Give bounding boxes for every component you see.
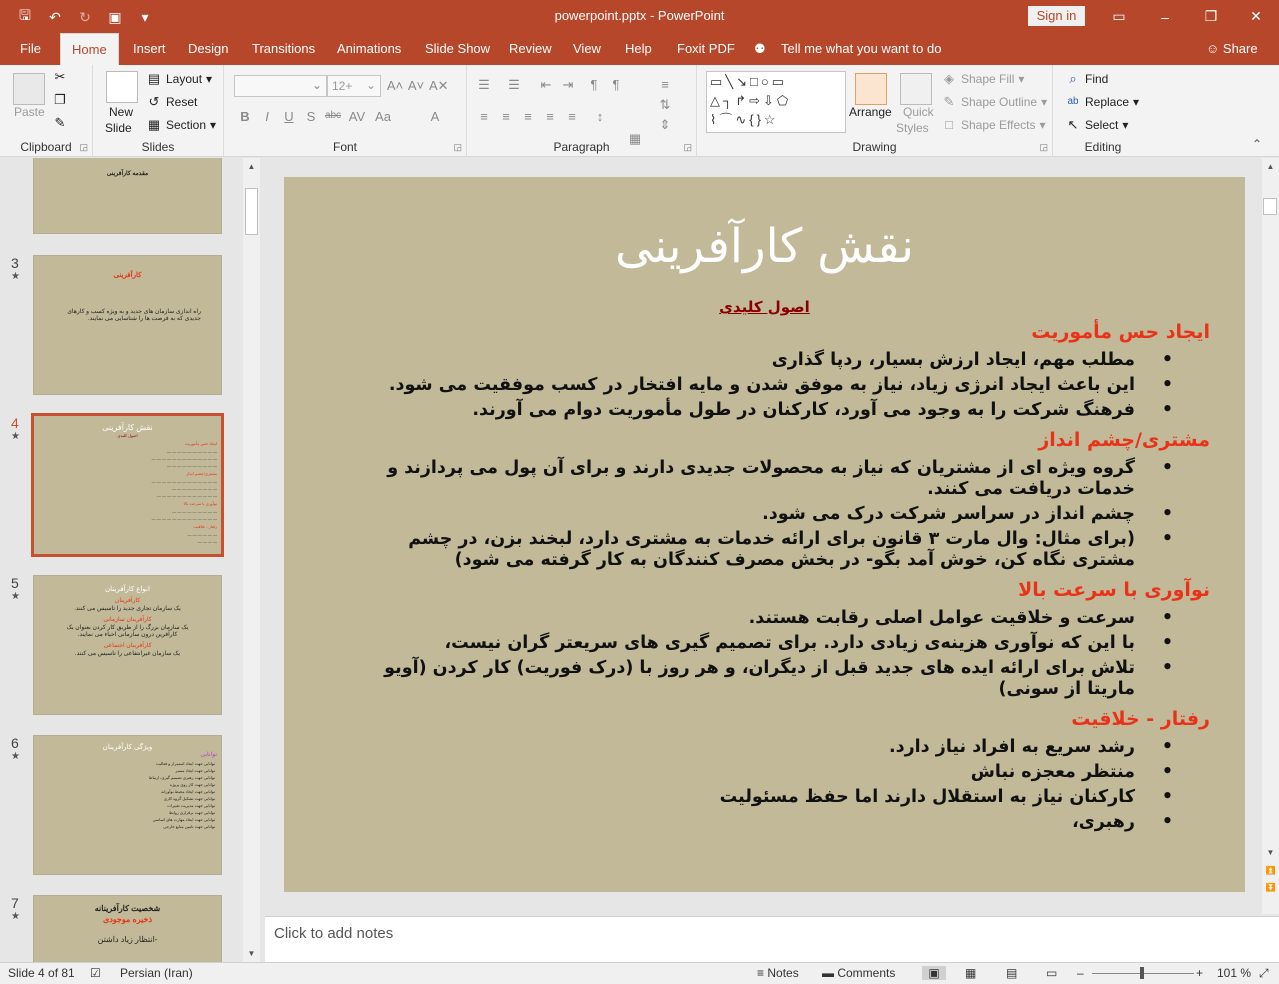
cut-icon[interactable]: ✂ xyxy=(54,69,66,84)
thumb-text: نقش کارآفرینی xyxy=(102,423,153,432)
underline-icon[interactable]: U xyxy=(284,109,294,124)
line-spacing-icon[interactable]: ↕ xyxy=(596,109,604,124)
pen-icon: ✎ xyxy=(943,94,955,109)
reading-view-icon[interactable]: ▤ xyxy=(1006,966,1018,980)
slide-body[interactable] xyxy=(373,317,1210,837)
drawing-group xyxy=(697,65,1053,157)
thumb-text: اصول کلیدی xyxy=(117,433,138,438)
person-icon: ☺ xyxy=(1206,41,1220,56)
drawing-label: Drawing xyxy=(852,140,897,154)
slide-title[interactable]: نقش کارآفرینی xyxy=(614,219,914,274)
scrollbar-thumb[interactable] xyxy=(1263,198,1277,215)
notes-icon: ≡ xyxy=(757,966,765,980)
arrange-icon[interactable] xyxy=(855,73,887,105)
align-right-icon[interactable]: ≡ xyxy=(524,109,532,124)
normal-view-icon[interactable]: ▣ xyxy=(922,966,946,980)
scroll-down-icon[interactable]: ▼ xyxy=(1266,848,1275,857)
shape-effects-button[interactable] xyxy=(941,117,1046,133)
chevron-down-icon: ⌄ xyxy=(311,78,322,92)
thumbnail-scrollbar[interactable] xyxy=(243,158,260,962)
tab-slide-show[interactable]: Slide Show xyxy=(425,41,491,56)
section-button[interactable] xyxy=(146,117,216,133)
thumbnail-image xyxy=(33,575,222,715)
reset-icon: ↺ xyxy=(148,94,160,109)
slides-label: Slides xyxy=(141,140,175,154)
tab-file[interactable]: File xyxy=(20,41,41,56)
find-button[interactable] xyxy=(1065,71,1108,87)
scroll-up-icon[interactable]: ▲ xyxy=(1266,162,1275,171)
share-label: Share xyxy=(1222,41,1258,56)
save-icon[interactable]: 🖫 xyxy=(19,7,31,23)
font-size-value: 12+ xyxy=(332,79,353,93)
collapse-ribbon-icon[interactable]: ⌃ xyxy=(1252,137,1263,151)
slide-canvas[interactable] xyxy=(284,177,1245,892)
thumb-text: توانایی جهت ایجاد استمرار و فعالیت xyxy=(155,761,215,766)
tab-home[interactable]: Home xyxy=(60,33,119,65)
tab-transitions[interactable]: Transitions xyxy=(252,41,316,56)
shapes-gallery[interactable]: ▭╲↘□○▭ △┐↱⇨⇩⬠ ⌇⌒∿{}☆ xyxy=(706,71,846,133)
chevron-down-icon: ▾ xyxy=(206,72,213,86)
paint-bucket-icon: ◈ xyxy=(944,71,954,86)
thumb-text: یک سازمان تجاری جدید را تاسیس می کنند. xyxy=(74,606,181,612)
align-text-icon[interactable]: ⇕ xyxy=(659,117,671,132)
comment-icon: ▬ xyxy=(822,966,834,980)
section-heading: ایجاد حس مأموریت xyxy=(1031,321,1210,343)
scrollbar-thumb[interactable] xyxy=(245,188,258,235)
transition-star-icon: ★ xyxy=(11,271,20,282)
increase-indent-icon[interactable]: ⇥ xyxy=(562,77,574,92)
thumb-text: توانایی جهت مدیریت تغییرات xyxy=(167,803,215,808)
scroll-down-icon[interactable]: ▼ xyxy=(247,949,256,958)
thumb-number: 4 xyxy=(11,415,19,431)
thumbnail-image xyxy=(33,158,222,234)
slide-subtitle[interactable]: اصول کلیدی xyxy=(719,298,810,316)
transition-star-icon: ★ xyxy=(11,751,20,762)
chevron-down-icon: ▾ xyxy=(1041,95,1048,109)
section-heading: مشتری/چشم انداز xyxy=(1038,429,1210,451)
reset-label: Reset xyxy=(166,95,198,109)
thumb-text: توانایی جهت ایجاد محیط نوآورانه xyxy=(161,789,215,794)
slide-show-icon[interactable]: ▭ xyxy=(1046,966,1058,980)
zoom-in-icon[interactable]: + xyxy=(1196,966,1204,980)
customize-qat-icon[interactable]: ▾ xyxy=(141,8,149,25)
editing-label: Editing xyxy=(1084,140,1122,154)
thumb-text: مشتری/چشم انداز xyxy=(186,471,217,476)
slides-group xyxy=(93,65,224,157)
chevron-down-icon: ▾ xyxy=(1133,95,1140,109)
tab-foxit-pdf[interactable]: Foxit PDF xyxy=(677,41,735,56)
slide-thumbnail-panel xyxy=(0,158,261,962)
drawing-launcher-icon[interactable]: ◲ xyxy=(1039,142,1048,152)
thumb-text: رفتار - خلاقیت xyxy=(193,524,217,529)
smartart-icon[interactable]: ▦ xyxy=(628,131,642,146)
undo-icon[interactable]: ↶ xyxy=(49,8,61,25)
quick-access-toolbar xyxy=(12,6,158,28)
ribbon xyxy=(0,65,1279,157)
columns-icon[interactable]: ≡ xyxy=(661,77,669,92)
editor-scrollbar[interactable] xyxy=(1262,158,1279,914)
window-title: powerpoint.pptx - PowerPoint xyxy=(554,8,725,23)
thumb-number: 7 xyxy=(11,895,19,911)
align-center-icon[interactable]: ≡ xyxy=(502,109,510,124)
distributed-icon[interactable]: ≡ xyxy=(568,109,576,124)
spell-check-icon[interactable]: ☑ xyxy=(90,966,101,980)
fit-to-window-icon[interactable]: ⤢ xyxy=(1259,966,1269,980)
arrange-button[interactable]: Arrange xyxy=(849,105,892,119)
section-heading: نوآوری با سرعت بالا xyxy=(1018,579,1210,601)
bullet-item: • کارکنان نیاز به استقلال دارند اما حفظ مسئولیت xyxy=(373,787,1173,808)
thumb-text: کارآفرینی xyxy=(113,272,142,279)
bullet-item: • گروه ویژه ای از مشتریان که نیاز به محصولات جدیدی دارند و برای آن پول می پردازند و خدمات دریافت می کنند. xyxy=(373,458,1173,500)
decrease-indent-icon[interactable]: ⇤ xyxy=(540,77,552,92)
replace-icon: ab xyxy=(1067,96,1079,107)
thumb-text: راه اندازی سازمان های جدید و به ویژه کسب و کارهای جدیدی که به فرصت ها را شناسایی می نمایند. xyxy=(67,309,201,322)
bold-icon[interactable]: B xyxy=(240,109,250,124)
align-left-icon[interactable]: ≡ xyxy=(480,109,488,124)
status-bar xyxy=(0,962,1279,984)
transition-star-icon: ★ xyxy=(11,431,20,442)
transition-star-icon: ★ xyxy=(11,591,20,602)
tab-help[interactable]: Help xyxy=(625,41,652,56)
numbering-icon[interactable]: ☰ xyxy=(508,77,520,92)
sign-in-button[interactable]: Sign in xyxy=(1028,6,1085,26)
format-painter-icon[interactable]: ✎ xyxy=(54,115,66,130)
thumb-text: مقدمه کارآفرینی xyxy=(106,171,149,177)
comments-label: Comments xyxy=(837,966,896,980)
transition-star-icon: ★ xyxy=(11,911,20,922)
new-slide-button-line2[interactable]: Slide xyxy=(105,121,132,135)
paragraph-launcher-icon[interactable]: ◲ xyxy=(683,142,692,152)
thumb-text: شخصیت کارآفرینانه xyxy=(94,904,161,913)
quick-styles-icon[interactable] xyxy=(900,73,932,105)
replace-label: Replace xyxy=(1085,95,1130,109)
thumb-text: توانایی جهت تشکیل گروه کاری xyxy=(163,796,215,801)
minimize-icon[interactable]: – xyxy=(1161,8,1169,25)
paste-icon[interactable] xyxy=(13,73,45,105)
replace-button[interactable] xyxy=(1065,94,1139,110)
bullet-item: • تلاش برای ارائه ایده های جدید قبل از دیگران، و هر روز با (درک فوریت) کار کردن (آویو ماریتا از سونی) xyxy=(373,658,1173,700)
shrink-font-icon[interactable]: A˅ xyxy=(407,78,425,93)
quick-styles-button-line2[interactable]: Styles xyxy=(896,121,929,135)
previous-slide-icon[interactable]: ⏫ xyxy=(1265,866,1276,875)
select-button[interactable] xyxy=(1065,117,1128,133)
copy-icon[interactable]: ❐ xyxy=(54,92,66,107)
thumb-text: توانایی جهت ایجاد مسیر xyxy=(175,768,215,773)
text-direction-icon[interactable]: ⇅ xyxy=(659,97,671,112)
language-indicator[interactable]: Persian (Iran) xyxy=(120,966,193,980)
clipboard-launcher-icon[interactable]: ◲ xyxy=(79,142,88,152)
rtl-icon[interactable]: ¶ xyxy=(612,77,620,92)
justify-icon[interactable]: ≡ xyxy=(546,109,554,124)
tab-view[interactable]: View xyxy=(573,41,601,56)
paragraph-group xyxy=(467,65,697,157)
thumbnail-image xyxy=(33,255,222,395)
thumbnail-image xyxy=(33,735,222,875)
bullet-item: • رهبری، xyxy=(373,812,1173,833)
shape-fill-label: Shape Fill xyxy=(961,72,1015,86)
thumb-text: کارآفرینان اجتماعی xyxy=(103,643,152,649)
thumb-text: توانایی جهت تامین منابع خارجی xyxy=(163,824,215,829)
thumb-text: کارآفرینان xyxy=(114,598,141,604)
layout-icon: ▤ xyxy=(147,71,161,86)
layout-label: Layout xyxy=(166,72,203,86)
tab-review[interactable]: Review xyxy=(509,41,552,56)
restore-icon[interactable]: ❐ xyxy=(1204,8,1218,24)
thumb-text: توانایی جهت کار روی پروژه xyxy=(169,782,215,787)
chevron-down-icon: ▾ xyxy=(210,118,217,132)
tab-insert[interactable]: Insert xyxy=(133,41,166,56)
grow-font-icon[interactable]: A˄ xyxy=(386,78,404,93)
present-from-start-icon[interactable]: ▣ xyxy=(108,8,122,25)
thumb-text: یک سازمان غیرانتفاعی را تاسیس می کنند. xyxy=(74,651,181,657)
comments-button[interactable] xyxy=(822,966,895,980)
zoom-out-icon[interactable]: – xyxy=(1077,966,1084,980)
font-group xyxy=(224,65,467,157)
bullets-icon[interactable]: ☰ xyxy=(478,77,490,92)
thumb-number: 3 xyxy=(11,255,19,271)
thumb-text: ویژگی کارآفرینان xyxy=(102,744,153,751)
scroll-up-icon[interactable]: ▲ xyxy=(247,162,256,171)
paste-button[interactable]: Paste xyxy=(14,105,45,119)
slide-sorter-icon[interactable]: ▦ xyxy=(965,966,977,980)
bullet-item: • فرهنگ شرکت را به وجود می آورد، کارکنان در طول مأموریت دوام می آورند. xyxy=(373,400,1173,421)
ribbon-display-options-icon[interactable]: ▭ xyxy=(1112,8,1126,24)
thumb-text: ایجاد حس مأموریت xyxy=(184,441,217,446)
thumb-text: توانایی جهت ایجاد مهارت های اساسی xyxy=(152,817,215,822)
zoom-level[interactable]: 101 % xyxy=(1217,966,1252,980)
bullet-item: • رشد سریع به افراد نیاز دارد. xyxy=(373,737,1173,758)
notes-placeholder[interactable]: Click to add notes xyxy=(274,925,394,942)
chevron-down-icon: ▾ xyxy=(1018,72,1025,86)
font-color-icon[interactable]: A xyxy=(430,109,440,124)
clipboard-group xyxy=(0,65,93,157)
thumbnail-image xyxy=(33,895,222,962)
thumb-number: 5 xyxy=(11,575,19,591)
notes-button[interactable] xyxy=(757,966,799,980)
clipboard-label: Clipboard xyxy=(20,140,72,154)
strikethrough-icon[interactable]: abc xyxy=(324,110,342,121)
thumb-text: ذخیره موجودی xyxy=(102,915,153,924)
bullet-item: • منتظر معجزه نباش xyxy=(373,762,1173,783)
bullet-item: • این باعث ایجاد انرژی زیاد، نیاز به موفق شدن و مایه افتخار در کسب موفقیت می شود. xyxy=(373,375,1173,396)
bullet-item: • با این که نوآوری هزینه‌ی زیادی دارد. برای تصمیم گیری های سریعتر گران نیست، xyxy=(373,633,1173,654)
lightbulb-icon: ⚉ xyxy=(754,41,766,56)
font-launcher-icon[interactable]: ◲ xyxy=(453,142,462,152)
font-size-box[interactable] xyxy=(327,75,381,97)
find-label: Find xyxy=(1085,72,1109,86)
chevron-down-icon: ▾ xyxy=(1039,118,1046,132)
title-bar xyxy=(0,0,1279,33)
shape-outline-button[interactable] xyxy=(941,94,1047,110)
chevron-down-icon: ▾ xyxy=(1122,118,1129,132)
bullet-item: • سرعت و خلاقیت عوامل اصلی رقابت هستند. xyxy=(373,608,1173,629)
font-label: Font xyxy=(332,140,357,154)
ribbon-tabs xyxy=(0,33,1279,65)
paragraph-label: Paragraph xyxy=(553,140,610,154)
tab-design[interactable]: Design xyxy=(188,41,229,56)
next-slide-icon[interactable]: ⏬ xyxy=(1265,883,1276,892)
slide-editor xyxy=(265,158,1262,914)
chevron-down-icon: ⌄ xyxy=(365,78,376,92)
section-label: Section xyxy=(166,118,207,132)
thumb-text: کارآفرینان سازمانی xyxy=(103,617,152,623)
notes-label: Notes xyxy=(767,966,799,980)
select-label: Select xyxy=(1085,118,1119,132)
cursor-icon: ↖ xyxy=(1067,117,1079,132)
italic-icon[interactable]: I xyxy=(265,109,269,124)
shape-fill-button[interactable] xyxy=(941,71,1024,87)
ltr-icon[interactable]: ¶ xyxy=(590,77,598,92)
notes-pane[interactable] xyxy=(265,916,1279,962)
thumbnail-image: نقش کارآفرینی اصول کلیدی ایجاد حس مأموریت — — — — — — — — — — — — — — — — — — — — — — — — — — — — — — — — — مشتری/چشم انداز — — — — — — — — — — — — — — — — — — — — — — — — — — — — — — — — — — نوآوری با سرعت بالا — — — — — — — — — — — — — — — — — — — — — — رفتار - خلاقیت — — — — — — — — — — xyxy=(31,413,224,557)
thumb-text: انواع کارآفرینان xyxy=(105,586,150,593)
effects-icon: □ xyxy=(945,117,953,132)
thumb-text: توانایی xyxy=(200,752,217,758)
thumb-number: 6 xyxy=(11,735,19,751)
section-heading: رفتار - خلاقیت xyxy=(1071,708,1210,730)
editing-group xyxy=(1053,65,1153,157)
character-spacing-icon[interactable]: AV xyxy=(348,109,366,124)
font-name-box[interactable] xyxy=(234,75,327,97)
tab-animations[interactable]: Animations xyxy=(337,41,402,56)
new-slide-icon[interactable] xyxy=(106,71,138,103)
clear-formatting-icon[interactable]: A✕ xyxy=(429,78,449,93)
shadow-icon[interactable]: S xyxy=(306,109,316,124)
change-case-icon[interactable]: Aa xyxy=(375,109,391,124)
thumb-text: توانایی جهت برقراری روابط xyxy=(168,810,215,815)
thumb-text: -انتظار زیاد داشتن xyxy=(97,935,158,944)
bullet-item: • مطلب مهم، ایجاد ارزش بسیار، ردپا گذاری xyxy=(373,350,1173,371)
zoom-slider-thumb[interactable] xyxy=(1140,967,1144,979)
new-slide-button[interactable]: New xyxy=(109,105,134,119)
layout-button[interactable] xyxy=(146,71,212,87)
thumb-text: یک سازمان بزرگ را از طریق کار کردن بعنوان یک کارآفرین درون سازمانی احیاء می نمایند. xyxy=(66,625,189,638)
thumb-text: توانایی جهت رهبری تصمیم گیری، ارتباط xyxy=(148,775,215,780)
section-icon: ▦ xyxy=(147,117,161,132)
shape-outline-label: Shape Outline xyxy=(961,95,1038,109)
redo-icon[interactable]: ↻ xyxy=(79,8,91,25)
search-icon: ⌕ xyxy=(1069,71,1077,86)
bullet-item: • (برای مثال: وال مارت ۳ قانون برای ارائه خدمات به مشتری دارد، لبخند بزن، در چشم مشتری نگاه کن، خوش آمد بگو- در بخش مصرف کنندگان به کار گرفته می شود) xyxy=(373,529,1173,571)
slide-counter: Slide 4 of 81 xyxy=(8,966,75,980)
quick-styles-button[interactable]: Quick xyxy=(903,105,934,119)
close-icon[interactable]: ✕ xyxy=(1250,8,1262,24)
thumb-text: نوآوری با سرعت بالا xyxy=(183,501,217,506)
tell-me-box[interactable]: Tell me what you want to do xyxy=(781,41,942,56)
share-button[interactable] xyxy=(1206,33,1258,65)
reset-button[interactable] xyxy=(146,94,197,110)
shape-effects-label: Shape Effects xyxy=(961,118,1036,132)
bullet-item: • چشم انداز در سراسر شرکت درک می شود. xyxy=(373,504,1173,525)
